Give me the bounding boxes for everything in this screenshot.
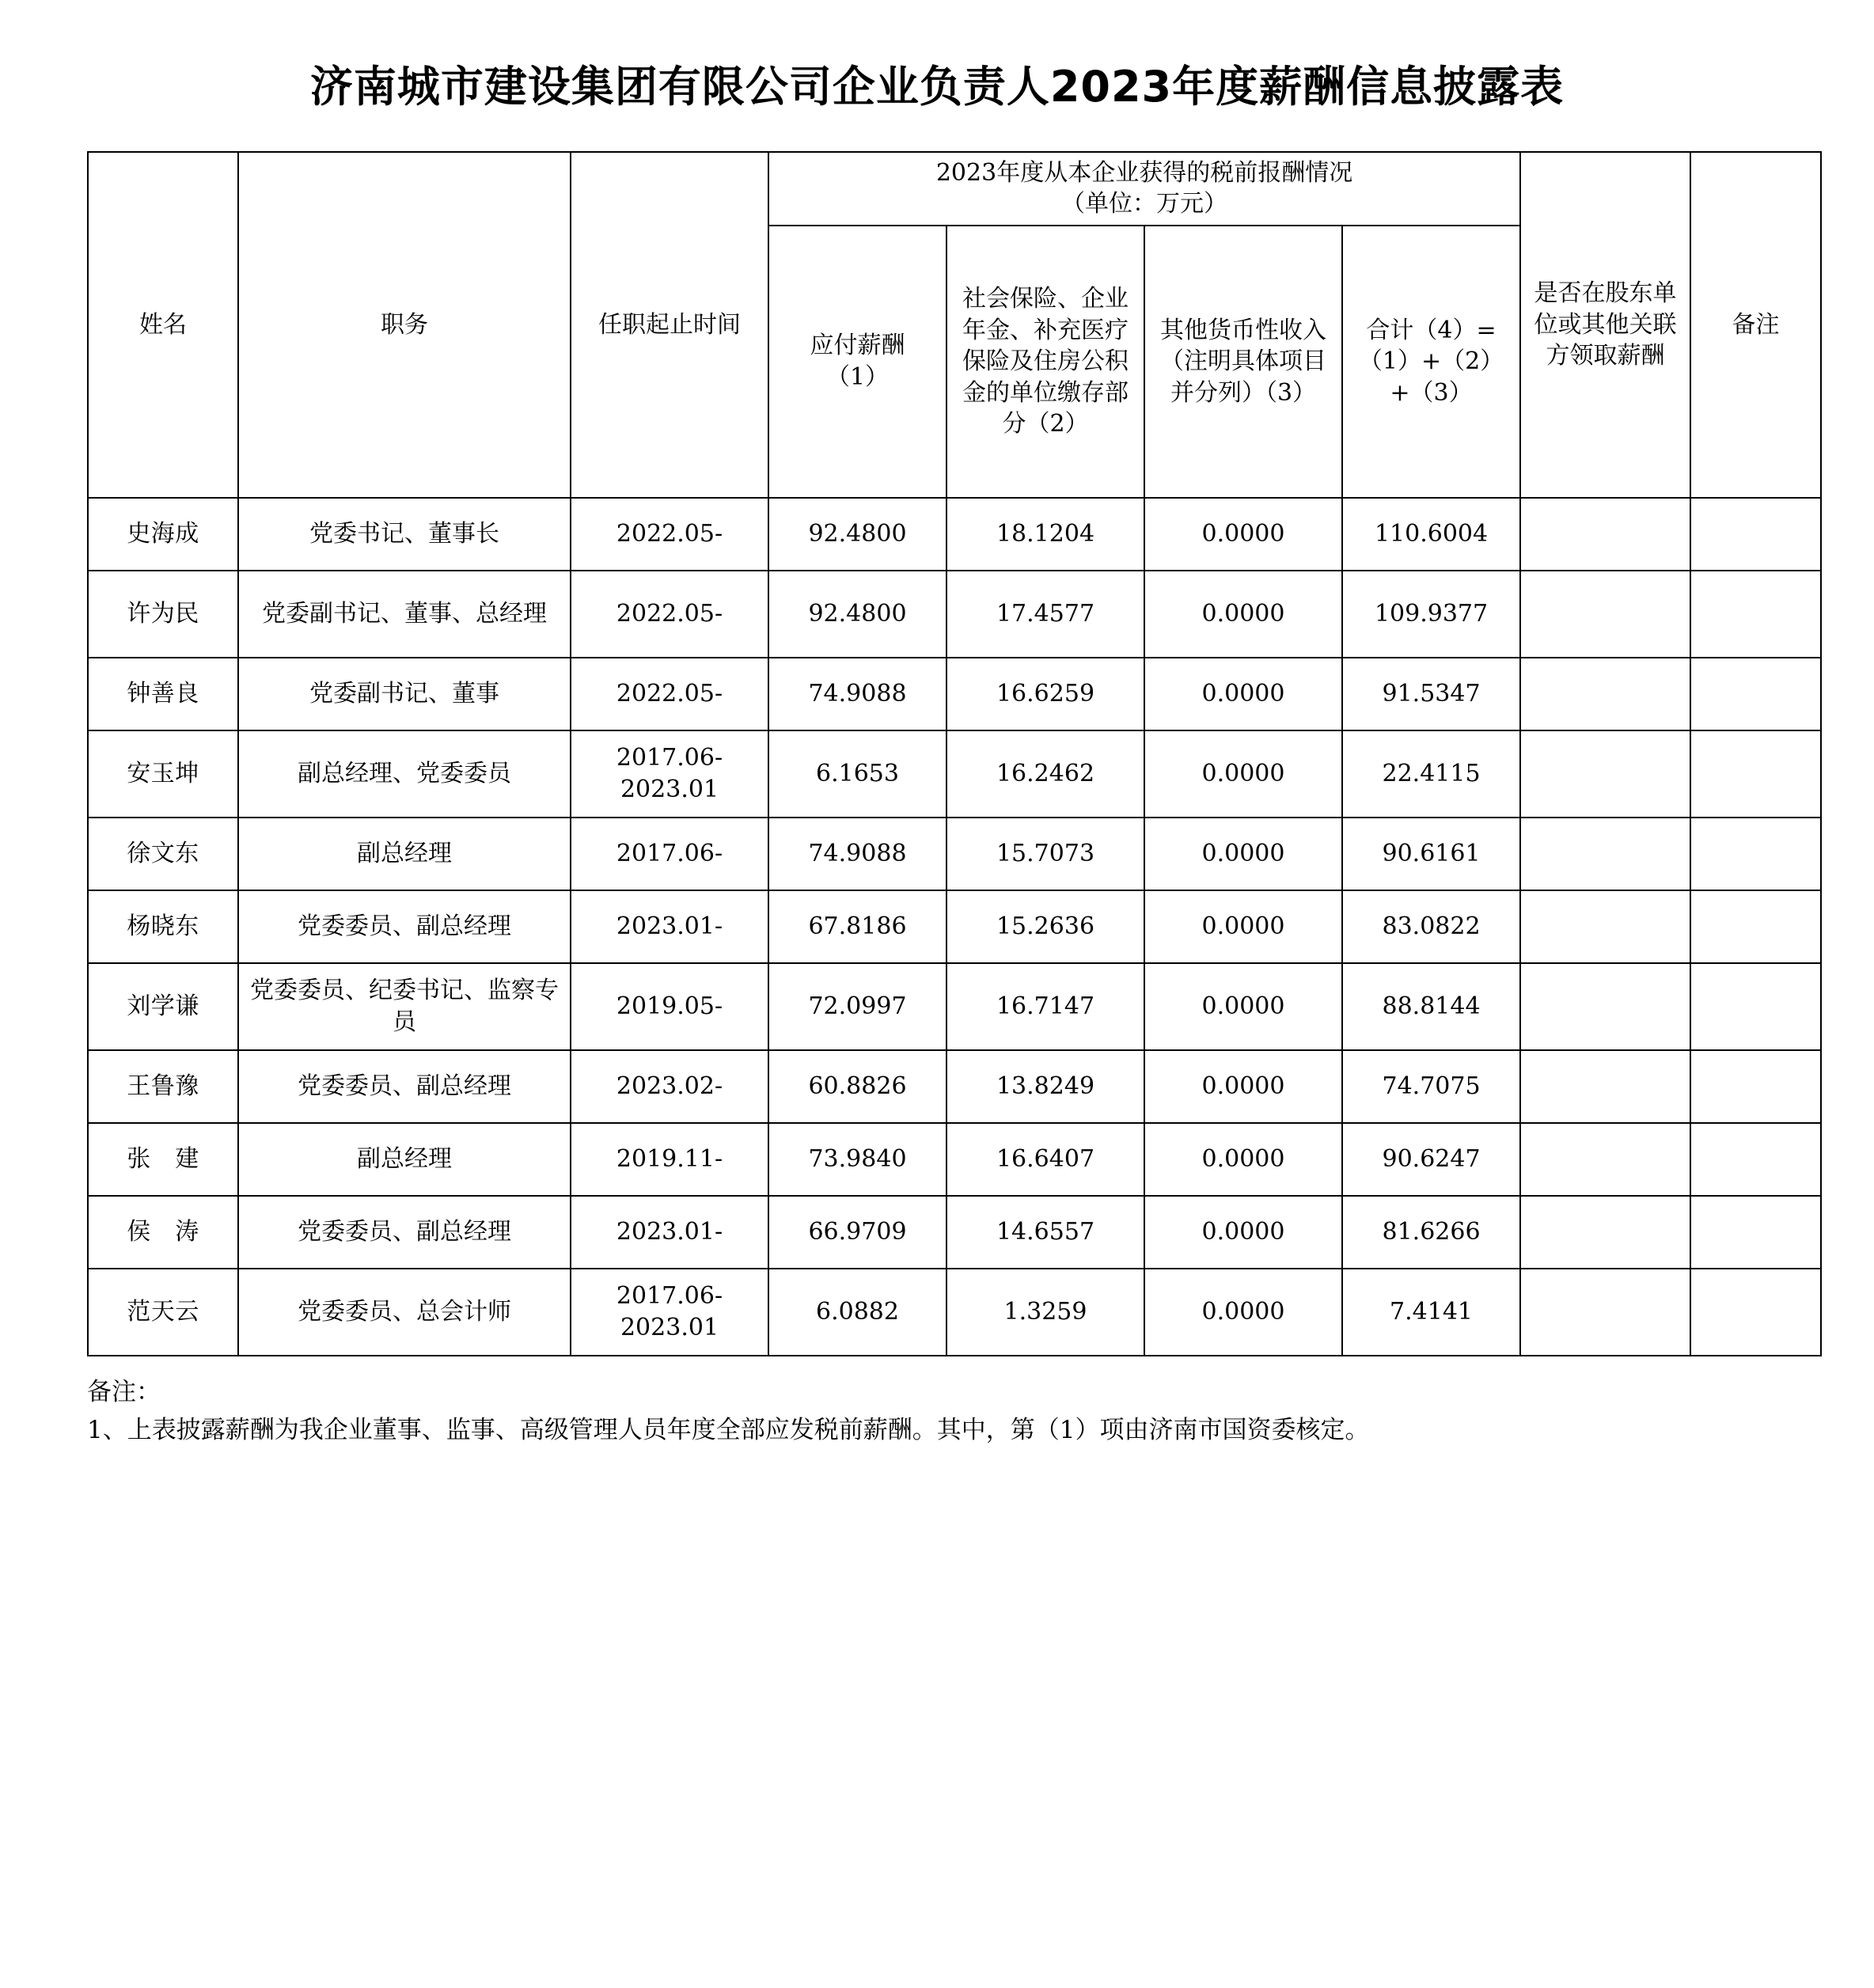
- cell-shareholder: [1520, 498, 1690, 571]
- cell-post: 党委委员、纪委书记、监察专员: [238, 963, 571, 1050]
- cell-other-income: 0.0000: [1144, 963, 1342, 1050]
- cell-insurance: 16.6259: [946, 658, 1144, 730]
- cell-other-income: 0.0000: [1144, 1050, 1342, 1123]
- cell-remark: [1690, 730, 1821, 818]
- header-row-top: [88, 152, 1821, 226]
- cell-remark: [1690, 1196, 1821, 1269]
- cell-payable: 92.4800: [768, 498, 946, 571]
- cell-payable: 74.9088: [768, 658, 946, 730]
- table-row: [88, 730, 1821, 818]
- cell-insurance: 17.4577: [946, 571, 1144, 658]
- header-shareholder: 是否在股东单位或其他关联方领取薪酬: [1520, 152, 1690, 498]
- cell-payable: 6.1653: [768, 730, 946, 818]
- header-name: 姓名: [88, 152, 238, 498]
- cell-shareholder: [1520, 963, 1690, 1050]
- table-row: [88, 498, 1821, 571]
- cell-post: 党委委员、副总经理: [238, 1196, 571, 1269]
- cell-name: 侯 涛: [88, 1196, 238, 1269]
- cell-post: 党委副书记、董事、总经理: [238, 571, 571, 658]
- cell-other-income: 0.0000: [1144, 1196, 1342, 1269]
- cell-other-income: 0.0000: [1144, 890, 1342, 963]
- footnotes-label: 备注：: [87, 1377, 161, 1406]
- cell-total: 110.6004: [1342, 498, 1520, 571]
- footnote-item-1: 1、上表披露薪酬为我企业董事、监事、高级管理人员年度全部应发税前薪酬。其中，第（1）项由济南市国资委核定。: [87, 1416, 1370, 1445]
- header-other-income: 其他货币性收入（注明具体项目并分列）（3）: [1144, 226, 1342, 498]
- cell-name: 杨晓东: [88, 890, 238, 963]
- cell-shareholder: [1520, 1269, 1690, 1356]
- cell-payable: 92.4800: [768, 571, 946, 658]
- cell-payable: 72.0997: [768, 963, 946, 1050]
- cell-total: 90.6161: [1342, 818, 1520, 890]
- cell-shareholder: [1520, 571, 1690, 658]
- cell-post: 党委委员、副总经理: [238, 890, 571, 963]
- header-post: 职务: [238, 152, 571, 498]
- cell-other-income: 0.0000: [1144, 498, 1342, 571]
- cell-name: 安玉坤: [88, 730, 238, 818]
- cell-remark: [1690, 890, 1821, 963]
- cell-insurance: 1.3259: [946, 1269, 1144, 1356]
- table-row: [88, 658, 1821, 730]
- cell-other-income: 0.0000: [1144, 658, 1342, 730]
- cell-remark: [1690, 658, 1821, 730]
- cell-remark: [1690, 498, 1821, 571]
- header-remark: 备注: [1690, 152, 1821, 498]
- cell-total: 7.4141: [1342, 1269, 1520, 1356]
- cell-post: 党委副书记、董事: [238, 658, 571, 730]
- header-insurance: 社会保险、企业年金、补充医疗保险及住房公积金的单位缴存部分（2）: [946, 226, 1144, 498]
- table-row: [88, 890, 1821, 963]
- cell-shareholder: [1520, 1196, 1690, 1269]
- table-row: [88, 818, 1821, 890]
- cell-term: 2022.05-: [571, 658, 768, 730]
- table-row: [88, 571, 1821, 658]
- cell-name: 刘学谦: [88, 963, 238, 1050]
- cell-other-income: 0.0000: [1144, 730, 1342, 818]
- cell-shareholder: [1520, 1123, 1690, 1196]
- cell-other-income: 0.0000: [1144, 818, 1342, 890]
- cell-shareholder: [1520, 1050, 1690, 1123]
- cell-name: 史海成: [88, 498, 238, 571]
- cell-remark: [1690, 818, 1821, 890]
- table-body: [88, 498, 1821, 1356]
- cell-insurance: 15.2636: [946, 890, 1144, 963]
- cell-post: 副总经理: [238, 1123, 571, 1196]
- cell-remark: [1690, 1269, 1821, 1356]
- header-payable: [768, 226, 946, 498]
- cell-term: 2017.06-2023.01: [571, 730, 768, 818]
- cell-term: 2019.11-: [571, 1123, 768, 1196]
- header-pretax-group-line2: （单位：万元）: [1061, 190, 1228, 218]
- cell-term: 2023.01-: [571, 890, 768, 963]
- header-term: 任职起止时间: [571, 152, 768, 498]
- cell-payable: 60.8826: [768, 1050, 946, 1123]
- cell-remark: [1690, 571, 1821, 658]
- page-title: 济南城市建设集团有限公司企业负责人2023年度薪酬信息披露表: [309, 62, 1565, 112]
- cell-insurance: 16.2462: [946, 730, 1144, 818]
- cell-payable: 74.9088: [768, 818, 946, 890]
- cell-term: 2017.06-2023.01: [571, 1269, 768, 1356]
- cell-shareholder: [1520, 658, 1690, 730]
- cell-total: 22.4115: [1342, 730, 1520, 818]
- cell-term: 2017.06-: [571, 818, 768, 890]
- cell-remark: [1690, 963, 1821, 1050]
- table-row: [88, 1123, 1821, 1196]
- header-pretax-group: [768, 152, 1520, 226]
- cell-total: 90.6247: [1342, 1123, 1520, 1196]
- header-total: 合计（4）=（1）+（2）+（3）: [1342, 226, 1520, 498]
- cell-shareholder: [1520, 730, 1690, 818]
- cell-post: 党委委员、总会计师: [238, 1269, 571, 1356]
- cell-term: 2019.05-: [571, 963, 768, 1050]
- cell-post: 副总经理、党委委员: [238, 730, 571, 818]
- table-row: [88, 1269, 1821, 1356]
- cell-term: 2023.01-: [571, 1196, 768, 1269]
- cell-post: 党委书记、董事长: [238, 498, 571, 571]
- cell-shareholder: [1520, 818, 1690, 890]
- cell-total: 91.5347: [1342, 658, 1520, 730]
- cell-name: 张 建: [88, 1123, 238, 1196]
- cell-insurance: 13.8249: [946, 1050, 1144, 1123]
- cell-total: 83.0822: [1342, 890, 1520, 963]
- cell-shareholder: [1520, 890, 1690, 963]
- cell-term: 2023.02-: [571, 1050, 768, 1123]
- cell-other-income: 0.0000: [1144, 1269, 1342, 1356]
- cell-total: 109.9377: [1342, 571, 1520, 658]
- cell-name: 许为民: [88, 571, 238, 658]
- cell-total: 88.8144: [1342, 963, 1520, 1050]
- cell-payable: 66.9709: [768, 1196, 946, 1269]
- cell-name: 钟善良: [88, 658, 238, 730]
- cell-insurance: 16.7147: [946, 963, 1144, 1050]
- table-row: [88, 1196, 1821, 1269]
- cell-payable: 6.0882: [768, 1269, 946, 1356]
- cell-remark: [1690, 1050, 1821, 1123]
- cell-name: 范天云: [88, 1269, 238, 1356]
- cell-other-income: 0.0000: [1144, 571, 1342, 658]
- table-header: [88, 152, 1821, 498]
- cell-post: 副总经理: [238, 818, 571, 890]
- cell-payable: 73.9840: [768, 1123, 946, 1196]
- cell-insurance: 14.6557: [946, 1196, 1144, 1269]
- cell-insurance: 18.1204: [946, 498, 1144, 571]
- cell-term: 2022.05-: [571, 498, 768, 571]
- cell-name: 徐文东: [88, 818, 238, 890]
- cell-other-income: 0.0000: [1144, 1123, 1342, 1196]
- cell-insurance: 16.6407: [946, 1123, 1144, 1196]
- header-payable-line2: （1）: [825, 362, 890, 391]
- footnotes: [87, 1374, 1787, 1449]
- cell-name: 王鲁豫: [88, 1050, 238, 1123]
- header-payable-line1: 应付薪酬: [810, 332, 905, 360]
- cell-total: 81.6266: [1342, 1196, 1520, 1269]
- cell-total: 74.7075: [1342, 1050, 1520, 1123]
- table-row: [88, 963, 1821, 1050]
- cell-term: 2022.05-: [571, 571, 768, 658]
- table-row: [88, 1050, 1821, 1123]
- cell-insurance: 15.7073: [946, 818, 1144, 890]
- cell-post: 党委委员、副总经理: [238, 1050, 571, 1123]
- header-pretax-group-line1: 2023年度从本企业获得的税前报酬情况: [935, 158, 1353, 187]
- cell-remark: [1690, 1123, 1821, 1196]
- cell-payable: 67.8186: [768, 890, 946, 963]
- salary-disclosure-table: [87, 151, 1822, 1356]
